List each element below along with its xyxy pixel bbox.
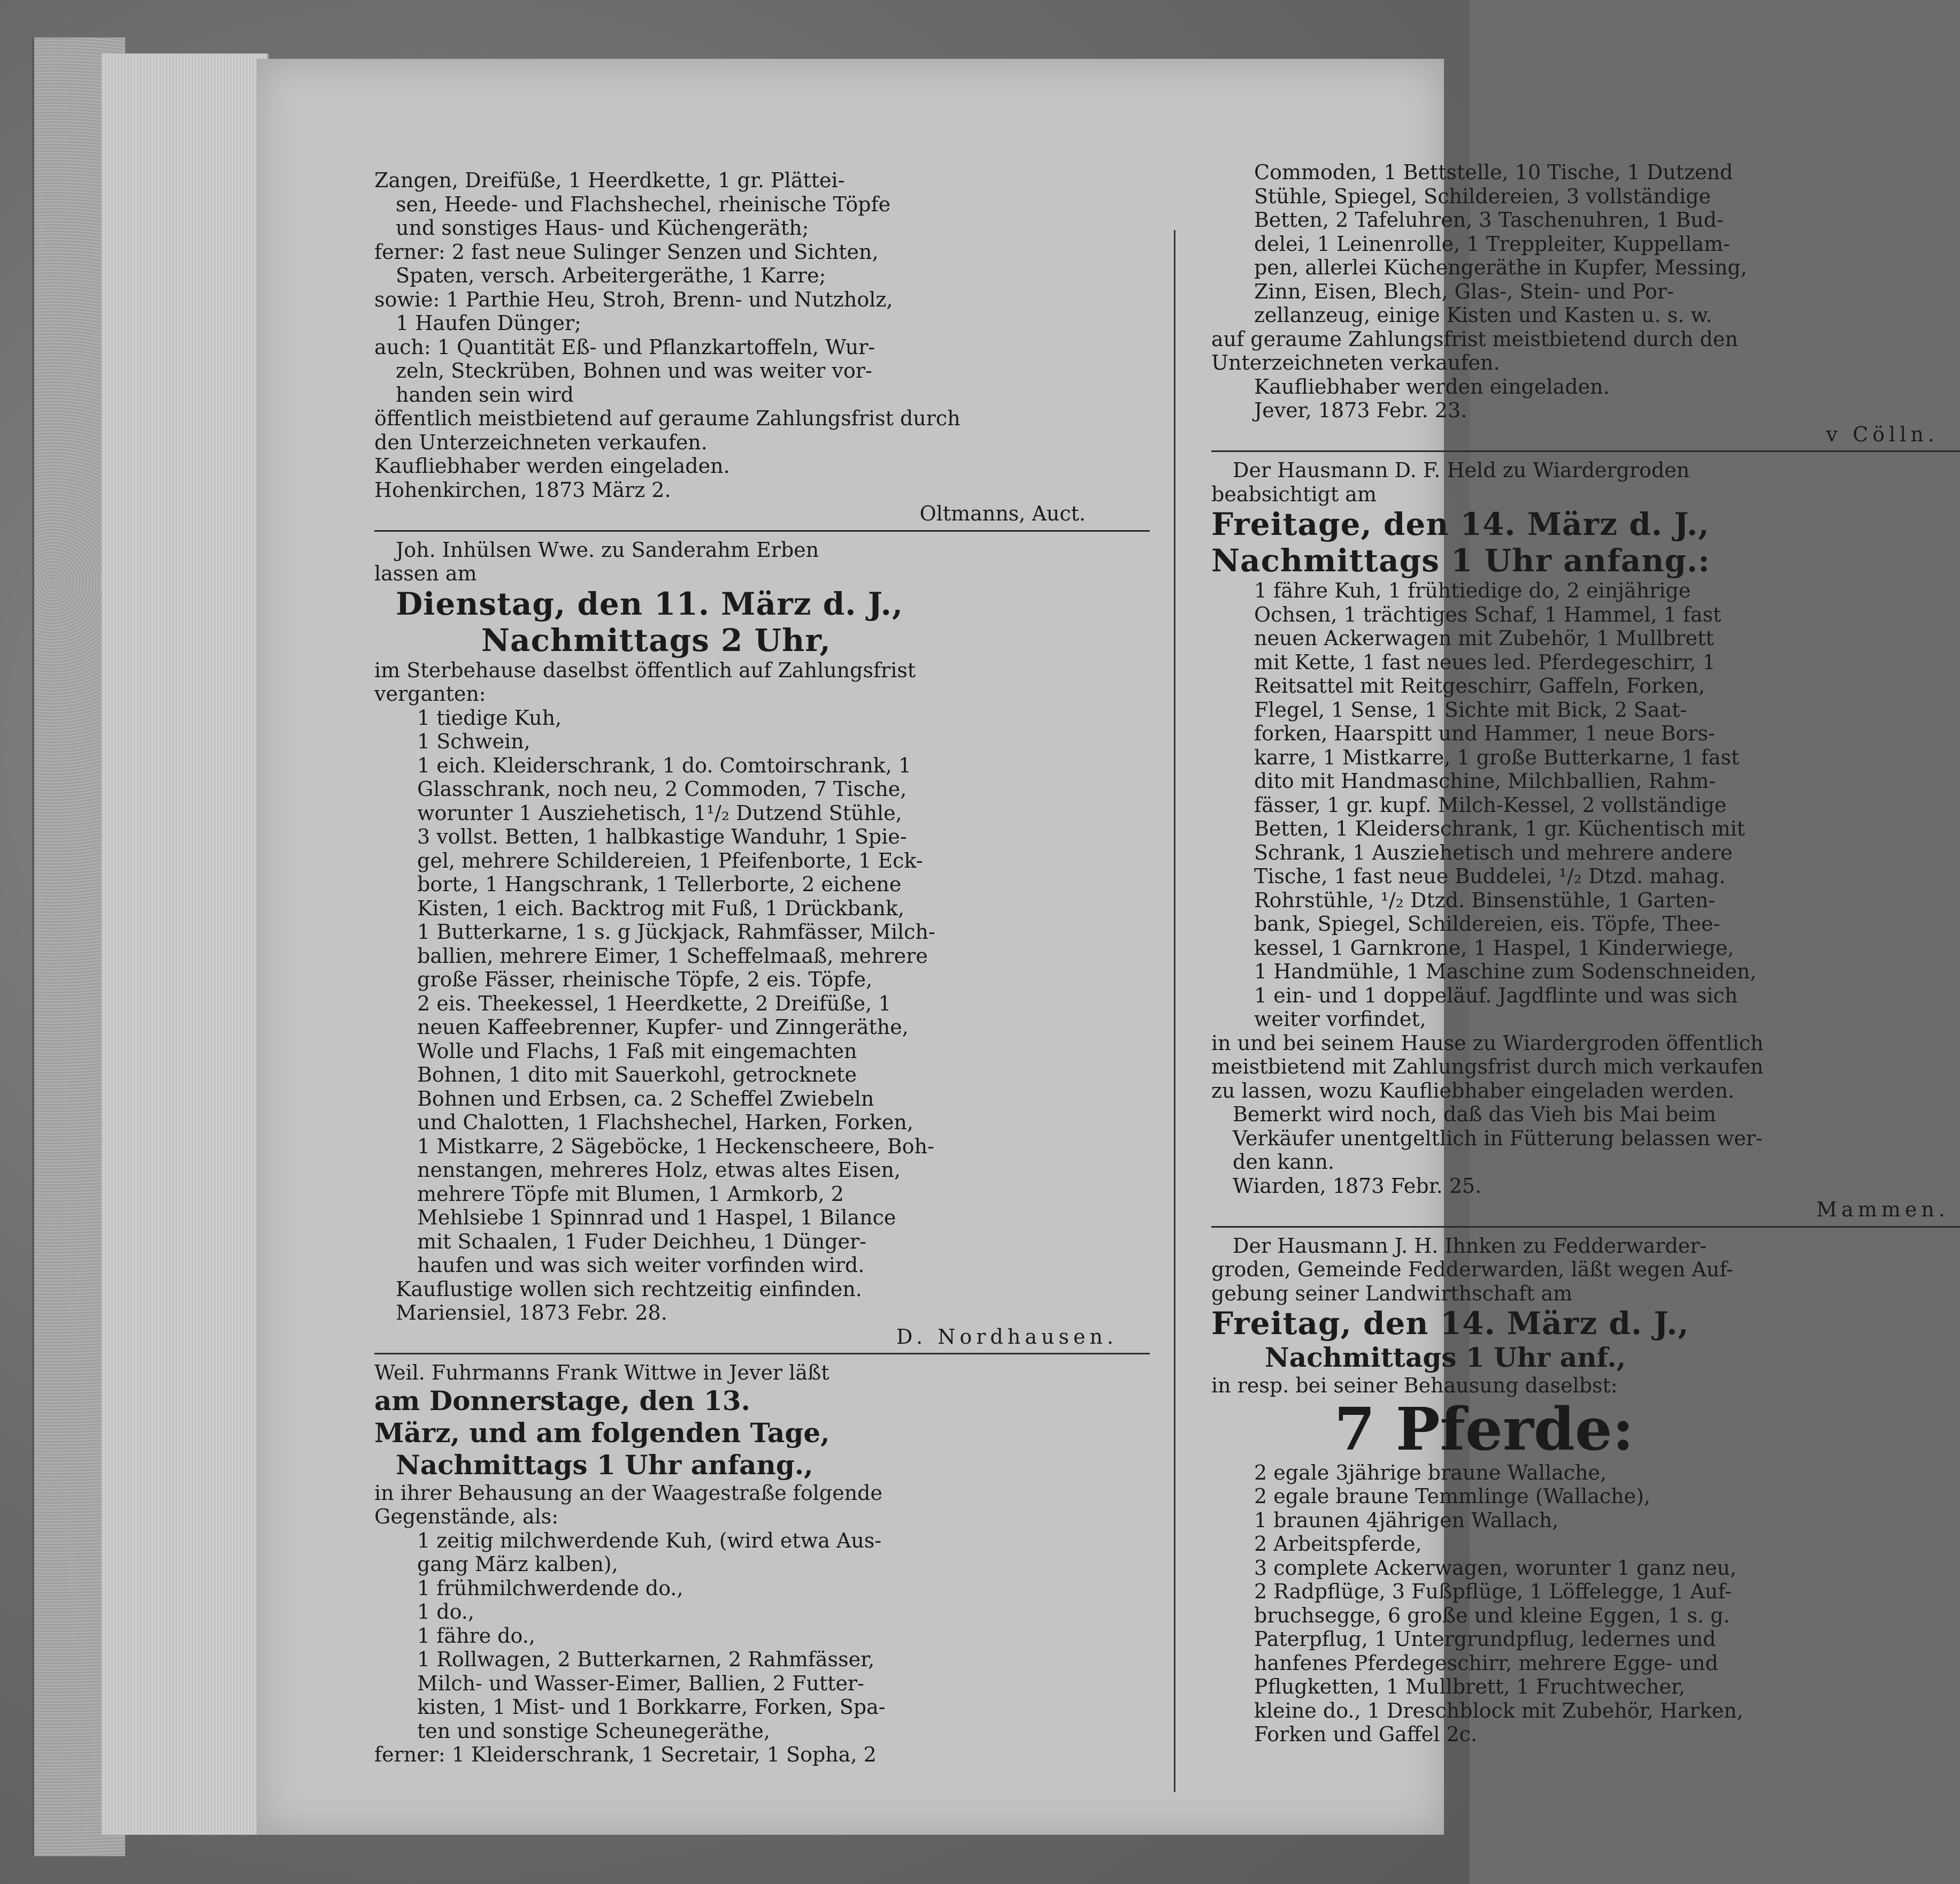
ad-divider [1211,450,1960,452]
text-line: den Unterzeichneten verkaufen. [374,430,708,454]
signature-nordhausen: D. Nordhausen. [896,1324,1118,1349]
text-line: Jever, 1873 Febr. 23. [1254,399,1467,422]
ad-continuation-oltmanns [374,169,1150,502]
text-line: bruchsegge, 6 große und kleine Eggen, 1 s. g. [1254,1603,1730,1627]
right-column [1211,160,1960,1747]
column-divider [1174,230,1175,1792]
text-line: kisten, 1 Mist- und 1 Borkkarre, Forken, Spa- [417,1695,886,1719]
text-line: 2 egale 3jährige braune Wallache, [1254,1460,1607,1484]
auction-date-dienstag: Dienstag, den 11. März d. J., [396,585,904,622]
auction-place-ihnken: in resp. bei seiner Behausung daselbst: [1211,1374,1618,1397]
text-line: handen sein wird [396,382,574,407]
left-column [374,169,1150,1767]
text-line: Nachmittags 1 Uhr anfang., [396,1449,813,1481]
text-line: borte, 1 Hangschrank, 1 Tellerborte, 2 eichene [417,872,902,896]
text-line: kessel, 1 Garnkrone, 1 Haspel, 1 Kinderwiege, [1254,936,1734,960]
text-line: gang März kalben), [417,1552,618,1576]
text-line: Joh. Inhülsen Wwe. zu Sanderahm Erben [396,538,819,562]
text-line: Reitsattel mit Reitgeschirr, Gaffeln, Forken, [1254,674,1705,698]
text-line: 1 zeitig milchwerdende Kuh, (wird etwa Aus- [417,1528,882,1552]
ad-body-inhuelsen [374,658,1150,1325]
text-line: kleine do., 1 Dreschblock mit Zubehör, Harken, [1254,1698,1743,1722]
text-line: Mariensiel, 1873 Febr. 28. [396,1301,667,1324]
text-line: Schrank, 1 Ausziehetisch und mehrere andere [1254,840,1733,864]
text-line: ballien, mehrere Eimer, 1 Scheffelmaaß, mehrere [417,944,928,968]
text-line: 1 ein- und 1 doppeläuf. Jagdflinte und was sich [1254,983,1738,1007]
text-line: 2 Arbeitspferde, [1254,1532,1422,1556]
text-line: ferner: 2 fast neue Sulinger Senzen und Sichten, [374,240,879,264]
text-line: 2 egale braune Temmlinge (Wallache), [1254,1484,1651,1508]
text-line: mit Kette, 1 fast neues led. Pferdegeschirr, 1 [1254,650,1716,674]
ad-body-ihnken [1211,1461,1960,1747]
text-line: Glasschrank, noch neu, 2 Commoden, 7 Tische, [417,777,907,801]
text-line: sen, Heede- und Flachshechel, rheinische Töpfe [396,192,891,216]
text-line: 1 eich. Kleiderschrank, 1 do. Comtoirschrank, 1 [417,753,912,777]
text-line: Betten, 2 Tafeluhren, 3 Taschenuhren, 1 Bud- [1254,208,1724,232]
text-line: Tische, 1 fast neue Buddelei, ¹/₂ Dtzd. mahag. [1254,864,1726,888]
text-line: Wiarden, 1873 Febr. 25. [1233,1174,1482,1198]
ad-intro-inhuelsen [374,538,1150,586]
text-line: worunter 1 Ausziehetisch, 1¹/₂ Dutzend Stühle, [417,801,902,825]
auction-date-freitage: Freitage, den 14. März d. J., [1211,506,1710,542]
text-line: 1 Handmühle, 1 Maschine zum Sodenschneiden, [1254,960,1757,983]
text-line: mehrere Töpfe mit Blumen, 1 Armkorb, 2 [417,1182,844,1206]
text-line: 2 Radpflüge, 3 Fußpflüge, 1 Löffelegge, 1 Auf- [1254,1580,1732,1603]
text-line: mit Schaalen, 1 Fuder Deichheu, 1 Dünger- [417,1229,867,1253]
text-line: Betten, 1 Kleiderschrank, 1 gr. Küchentisch mit [1254,817,1745,840]
text-line: 1 do., [417,1600,474,1623]
ad-divider [1211,1226,1960,1228]
auction-date-freitag: Freitag, den 14. März d. J., [1211,1305,1689,1342]
text-line: verganten: [374,682,486,706]
text-line: Stühle, Spiegel, Schildereien, 3 vollständige [1254,184,1711,208]
text-line: 1 frühmilchwerdende do., [417,1576,683,1600]
ad-body-frank-wittwe [374,1481,1150,1767]
text-line: Kaufliebhaber werden eingeladen. [1254,374,1610,399]
text-line: dito mit Handmaschine, Milchballien, Rahm- [1254,769,1716,793]
text-line: Zangen, Dreifüße, 1 Heerdkette, 1 gr. Plättei- [374,169,845,192]
text-line: lassen am [374,562,477,585]
text-line: 1 Butterkarne, 1 s. g Jückjack, Rahmfässer, Milch- [417,920,935,944]
text-line: und Chalotten, 1 Flachshechel, Harken, Forken, [417,1111,913,1134]
text-line: im Sterbehause daselbst öffentlich auf Zahlungsfrist [374,658,916,682]
text-line: Der Hausmann D. F. Held zu Wiardergroden [1233,458,1690,482]
text-line: zeln, Steckrüben, Bohnen und was weiter vor- [396,359,872,382]
auction-time-2-uhr: Nachmittags 2 Uhr, [481,622,831,658]
ad-divider [374,530,1150,532]
text-line: Zinn, Eisen, Blech, Glas-, Stein- und Por- [1254,279,1674,303]
text-line: ferner: 1 Kleiderschrank, 1 Secretair, 1 Sopha, 2 [374,1743,877,1766]
text-line: Bemerkt wird noch, daß das Vieh bis Mai beim [1233,1102,1716,1126]
text-line: Der Hausmann J. H. Ihnken zu Fedderwarder- [1233,1234,1707,1258]
text-line: Commoden, 1 Bettstelle, 10 Tische, 1 Dutzend [1254,160,1733,184]
text-line: nenstangen, mehreres Holz, etwas altes Eisen, [417,1158,901,1182]
text-line: Spaten, versch. Arbeitergeräthe, 1 Karre; [396,264,826,287]
text-line: 1 Schwein, [417,730,531,753]
text-line: zellanzeug, einige Kisten und Kasten u. s. w. [1254,303,1712,327]
text-line: 1 Rollwagen, 2 Butterkarnen, 2 Rahmfässer, [417,1648,875,1671]
auction-time-1-uhr-anf: Nachmittags 1 Uhr anf., [1265,1342,1626,1373]
ad-continuation-coelln [1211,160,1960,423]
text-line: Ochsen, 1 trächtiges Schaf, 1 Hammel, 1 fast [1254,602,1721,626]
ad-body-held [1211,579,1960,1198]
text-line: pen, allerlei Küchengeräthe in Kupfer, Messing, [1254,256,1747,279]
text-line: Kauflustige wollen sich rechtzeitig einfinden. [396,1277,862,1301]
text-line: Pflugketten, 1 Mullbrett, 1 Fruchtwecher, [1254,1675,1686,1698]
text-line: meistbietend mit Zahlungsfrist durch mich verkaufen [1211,1055,1764,1078]
text-line: neuen Kaffeebrenner, Kupfer- und Zinngeräthe, [417,1015,909,1039]
text-line: auch: 1 Quantität Eß- und Pflanzkartoffeln, Wur- [374,335,875,359]
ad-intro-held [1211,458,1960,506]
text-line: in ihrer Behausung an der Waagestraße folgende [374,1481,882,1505]
text-line: beabsichtigt am [1211,482,1377,506]
text-line: Hohenkirchen, 1873 März 2. [374,478,671,502]
signature-coelln: v Cölln. [1826,422,1939,446]
text-line: öffentlich meistbietend auf geraume Zahlungsfrist durch [374,407,960,430]
text-line: Bohnen, 1 dito mit Sauerkohl, getrocknete [417,1063,857,1086]
text-line: auf geraume Zahlungsfrist meistbietend durch den [1211,327,1738,351]
ad-divider [374,1353,1150,1354]
text-line: Flegel, 1 Sense, 1 Sichte mit Bick, 2 Saat- [1254,698,1687,722]
text-line: den kann. [1233,1150,1335,1174]
signature-mammen: Mammen. [1816,1198,1949,1221]
text-line: Paterpflug, 1 Untergrundpflug, ledernes und [1254,1627,1716,1651]
text-line: am Donnerstage, den 13. [374,1384,751,1416]
text-line: gebung seiner Landwirthschaft am [1211,1281,1573,1305]
text-line: 1 braunen 4jährigen Wallach, [1254,1508,1559,1532]
text-line: sowie: 1 Parthie Heu, Stroh, Brenn- und Nutzholz, [374,287,893,311]
text-line: groden, Gemeinde Fedderwarden, läßt wegen Auf- [1211,1258,1733,1281]
text-line: Kisten, 1 eich. Backtrog mit Fuß, 1 Drückbank, [417,896,904,920]
text-line: hanfenes Pferdegeschirr, mehrere Egge- und [1254,1651,1718,1675]
text-line: 3 vollst. Betten, 1 halbkastige Wanduhr, 1 Spie- [417,825,907,848]
text-line: 1 Haufen Dünger; [396,311,581,335]
text-line: große Fässer, rheinische Töpfe, 2 eis. Töpfe, [417,968,873,991]
text-line: 1 Mistkarre, 2 Sägeböcke, 1 Heckenscheere, Boh- [417,1134,934,1158]
text-line: 1 tiedige Kuh, [417,706,562,730]
text-line: forken, Haarspitt und Hammer, 1 neue Bors- [1254,722,1715,745]
text-line: Mehlsiebe 1 Spinnrad und 1 Haspel, 1 Bilance [417,1206,896,1229]
auction-time-1-uhr: Nachmittags 1 Uhr anfang.: [1211,542,1710,579]
page-stack-edges [102,53,269,1835]
headline-7-pferde: 7 Pferde: [1334,1394,1634,1464]
ad-intro-ihnken [1211,1234,1960,1306]
text-line: Unterzeichneten verkaufen. [1211,351,1500,374]
text-line: Bohnen und Erbsen, ca. 2 Scheffel Zwiebeln [417,1086,874,1111]
text-line: Gegenstände, als: [374,1505,559,1528]
text-line: zu lassen, wozu Kaufliebhaber eingeladen werden. [1211,1078,1735,1102]
text-line: weiter vorfindet, [1254,1007,1426,1031]
newspaper-page [257,59,1949,1835]
ad-intro-frank-wittwe: Weil. Fuhrmanns Frank Wittwe in Jever läßt [374,1361,829,1384]
text-line: in und bei seinem Hause zu Wiardergroden öffentlich [1211,1031,1764,1055]
text-line: und sonstiges Haus- und Küchengeräth; [396,216,809,240]
text-line: Kaufliebhaber werden eingeladen. [374,454,730,478]
text-line: gel, mehrere Schildereien, 1 Pfeifenborte, 1 Eck- [417,848,923,872]
text-line: März, und am folgenden Tage, [374,1416,830,1449]
text-line: 1 fähre Kuh, 1 frühtiedige do, 2 einjährige [1254,579,1691,602]
signature-oltmanns: Oltmanns, Auct. [919,502,1086,525]
text-line: 1 fähre do., [417,1623,535,1648]
text-line: delei, 1 Leinenrolle, 1 Treppleiter, Kuppellam- [1254,232,1730,256]
text-line: karre, 1 Mistkarre, 1 große Butterkarne, 1 fast [1254,745,1740,769]
text-line: Verkäufer unentgeltlich in Fütterung belassen wer- [1233,1126,1763,1150]
auction-date-donnerstag [374,1385,1150,1481]
text-line: neuen Ackerwagen mit Zubehör, 1 Mullbrett [1254,626,1714,650]
text-line: Milch- und Wasser-Eimer, Ballien, 2 Futter- [417,1671,864,1695]
text-line: haufen und was sich weiter vorfinden wird. [417,1253,865,1277]
text-line: bank, Spiegel, Schildereien, eis. Töpfe, Thee- [1254,912,1720,936]
text-line: 2 eis. Theekessel, 1 Heerdkette, 2 Dreifüße, 1 [417,991,891,1015]
text-line: fässer, 1 gr. kupf. Milch-Kessel, 2 vollständige [1254,793,1727,817]
text-line: 3 complete Ackerwagen, worunter 1 ganz neu, [1254,1556,1737,1580]
text-line: Forken und Gaffel 2c. [1254,1722,1478,1746]
text-line: Wolle und Flachs, 1 Faß mit eingemachten [417,1039,857,1063]
text-line: Rohrstühle, ¹/₂ Dtzd. Binsenstühle, 1 Garten- [1254,888,1716,912]
text-line: ten und sonstige Scheunegeräthe, [417,1719,770,1743]
